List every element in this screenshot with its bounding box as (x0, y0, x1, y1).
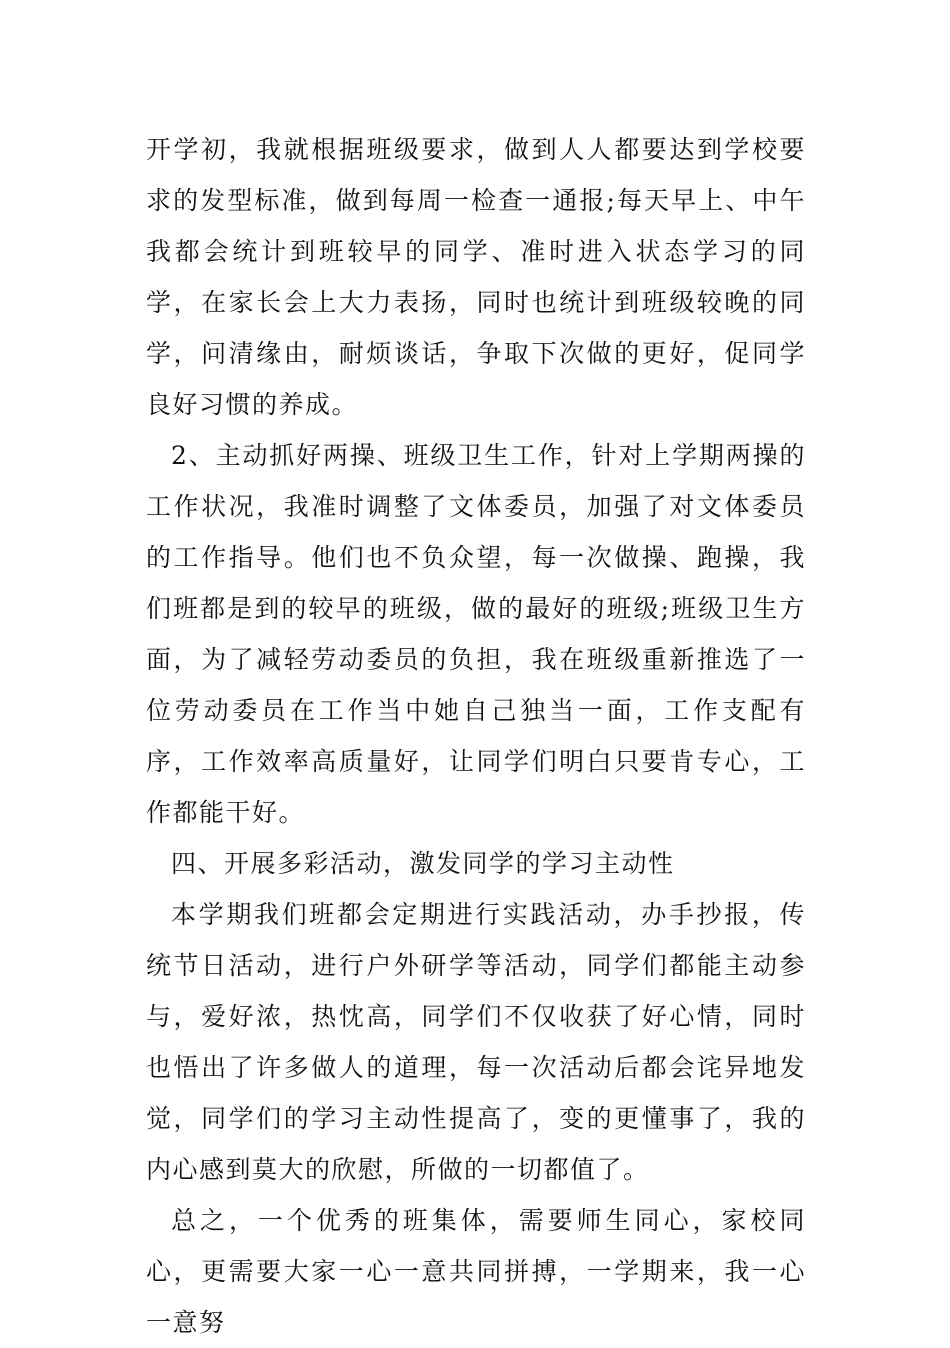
paragraph-summary: 总之，一个优秀的班集体，需要师生同心，家校同心，更需要大家一心一意共同拼搏，一学期来，我一心一意努 (146, 1206, 806, 1337)
paragraph-exercise-hygiene: 2、主动抓好两操、班级卫生工作，针对上学期两操的工作状况，我准时调整了文体委员，加强了对文体委员的工作指导。他们也不负众望，每一次做操、跑操，我们班都是到的较早的班级，做的最好的班级;班级卫生方面，为了减轻劳动委员的负担，我在班级重新推选了一位劳动委员在工作当中她自己独当一面，工作支配有序，工作效率高质量好，让同学们明白只要肯专心，工作都能干好。 (146, 441, 806, 827)
paragraph-activities: 本学期我们班都会定期进行实践活动，办手抄报，传统节日活动，进行户外研学等活动，同学们都能主动参与，爱好浓，热忱高，同学们不仅收获了好心情，同时也悟出了许多做人的道理，每一次活动后都会诧异地发觉，同学们的学习主动性提高了，变的更懂事了，我的内心感到莫大的欣慰，所做的一切都值了。 (146, 900, 806, 1184)
paragraph-habits: 开学初，我就根据班级要求，做到人人都要达到学校要求的发型标准，做到每周一检查一通报;每天早上、中午我都会统计到班较早的同学、准时进入状态学习的同学，在家长会上大力表扬，同时也统计到班级较晚的同学，问清缘由，耐烦谈话，争取下次做的更好，促同学良好习惯的养成。 (146, 135, 806, 419)
section-heading-activities: 四、开展多彩活动，激发同学的学习主动性 (171, 849, 675, 878)
document-page (146, 124, 806, 1348)
